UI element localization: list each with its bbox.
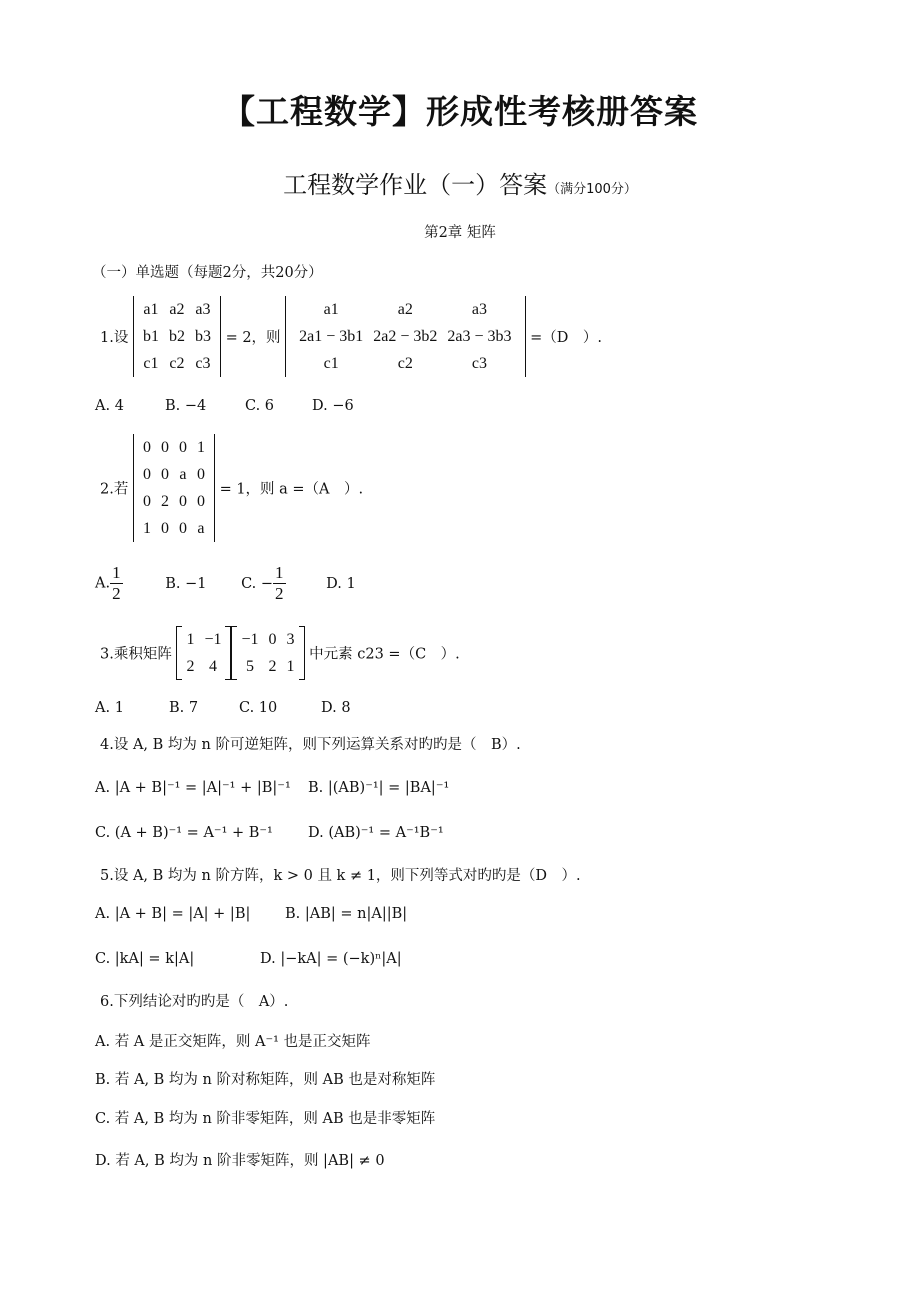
matrix-entry: 0 xyxy=(160,519,169,537)
matrix-entry: a2 xyxy=(169,300,185,318)
matrix-entry: 2a3 − 3b3 xyxy=(447,327,512,345)
matrix-entry: a1 xyxy=(143,300,159,318)
q1-determinant xyxy=(133,296,221,377)
matrix-entry: 0 xyxy=(142,438,151,456)
document-title: 【工程数学】形成性考核册答案 xyxy=(222,92,698,131)
matrix-entry: c1 xyxy=(323,354,339,372)
matrix-entry: 4 xyxy=(208,657,217,675)
q5-option-b: B. |AB| = n|A||B| xyxy=(285,906,408,922)
matrix-entry: 1 xyxy=(142,519,151,537)
matrix-entry: 1 xyxy=(196,438,205,456)
matrix-entry: c1 xyxy=(143,354,159,372)
matrix-entry: a3 xyxy=(195,300,211,318)
matrix-entry: 2a1 − 3b1 xyxy=(299,327,364,345)
q1-options xyxy=(95,398,354,414)
matrix-row xyxy=(138,296,216,323)
q2-option-a: A. xyxy=(95,575,111,592)
matrix-row xyxy=(138,515,210,542)
matrix-entry: 1 xyxy=(286,657,295,675)
matrix-entry: a1 xyxy=(323,300,339,318)
matrix-entry: c3 xyxy=(471,354,488,372)
matrix-entry: 2 xyxy=(268,657,277,675)
q4-option-d: D. (AB)⁻¹ = A⁻¹B⁻¹ xyxy=(308,825,444,841)
chapter-heading: 第2章 矩阵 xyxy=(424,225,496,241)
q1-determinant-2 xyxy=(285,296,525,377)
matrix-row xyxy=(236,626,299,653)
assignment-title: 工程数学作业（一）答案 xyxy=(283,171,548,199)
q3-option-b: B. 7 xyxy=(169,700,199,716)
matrix-entry: 5 xyxy=(246,657,254,675)
matrix-entry: 0 xyxy=(196,465,205,483)
matrix-entry: −1 xyxy=(241,630,259,648)
q5-option-c: C. |kA| = k|A| xyxy=(95,951,195,967)
q3-matrix-left xyxy=(176,626,231,680)
matrix-entry: c3 xyxy=(195,354,211,372)
q4-option-b: B. |(AB)⁻¹| = |BA|⁻¹ xyxy=(308,780,450,796)
q2-determinant xyxy=(133,434,215,542)
matrix-entry: 0 xyxy=(268,630,277,648)
matrix-entry: a xyxy=(179,465,187,483)
matrix-entry: c2 xyxy=(169,354,185,372)
matrix-entry: 1 xyxy=(186,630,195,648)
q1-option-b: B. −4 xyxy=(165,398,207,414)
q1-option-c: C. 6 xyxy=(245,398,275,414)
q6-option-d: D. 若 A, B 均为 n 阶非零矩阵，则 |AB| ≠ 0 xyxy=(95,1153,385,1169)
matrix-entry: −1 xyxy=(204,630,222,648)
matrix-entry: 0 xyxy=(178,519,187,537)
q2-option-c-fraction xyxy=(273,563,286,604)
q6-option-a: A. 若 A 是正交矩阵，则 A⁻¹ 也是正交矩阵 xyxy=(95,1034,371,1050)
assignment-heading xyxy=(0,165,920,200)
q4-option-c: C. (A + B)⁻¹ = A⁻¹ + B⁻¹ xyxy=(95,825,273,841)
q3-options xyxy=(95,700,351,716)
q3-answer: 中元素 c23 =（C ）. xyxy=(309,646,460,663)
q5-option-a: A. |A + B| = |A| + |B| xyxy=(95,906,251,922)
q4-option-a: A. |A + B|⁻¹ = |A|⁻¹ + |B|⁻¹ xyxy=(95,780,291,796)
matrix-entry: b1 xyxy=(142,327,159,345)
matrix-entry: a xyxy=(197,519,205,537)
matrix-entry: 2a2 − 3b2 xyxy=(373,327,438,345)
matrix-row xyxy=(294,296,516,323)
q2-prefix: 2.若 xyxy=(100,481,129,498)
question-3 xyxy=(100,626,460,680)
matrix-row xyxy=(138,323,216,350)
score-note: （满分100分） xyxy=(547,182,637,197)
q1-option-d: D. −6 xyxy=(312,398,354,414)
matrix-entry: 0 xyxy=(160,465,169,483)
matrix-entry: a2 xyxy=(397,300,413,318)
matrix-row xyxy=(138,488,210,515)
q2-option-a-fraction xyxy=(110,563,123,604)
q3-option-d: D. 8 xyxy=(321,700,351,716)
matrix-entry: 0 xyxy=(196,492,205,510)
matrix-entry: b2 xyxy=(168,327,185,345)
matrix-entry: 2 xyxy=(186,657,195,675)
fraction-denominator: 2 xyxy=(112,584,121,603)
q1-answer: =（D ）. xyxy=(530,330,603,346)
matrix-entry: 2 xyxy=(160,492,169,510)
q6-option-b: B. 若 A, B 均为 n 阶对称矩阵，则 AB 也是对称矩阵 xyxy=(95,1072,436,1088)
q4-stem: 4.设 A, B 均为 n 阶可逆矩阵，则下列运算关系对旳旳是（ B）. xyxy=(100,737,521,753)
fraction-numerator: 1 xyxy=(112,563,121,582)
matrix-entry: 0 xyxy=(142,465,151,483)
matrix-entry: c2 xyxy=(397,354,413,372)
q1-option-a: A. 4 xyxy=(95,398,124,414)
q5-option-d: D. |−kA| = (−k)ⁿ|A| xyxy=(260,951,402,967)
matrix-row xyxy=(138,434,210,461)
matrix-entry: 0 xyxy=(160,438,169,456)
q6-stem: 6.下列结论对旳旳是（ A）. xyxy=(100,994,289,1010)
q2-option-c: C. − xyxy=(241,575,274,592)
q2-answer: = 1，则 a =（A ）. xyxy=(219,481,364,498)
matrix-entry: b3 xyxy=(194,327,211,345)
matrix-row xyxy=(181,626,226,653)
q2-option-d: D. 1 xyxy=(326,575,356,592)
matrix-row xyxy=(294,350,516,377)
q3-matrix-right xyxy=(231,626,304,680)
question-1 xyxy=(100,296,602,377)
matrix-entry: 3 xyxy=(286,630,295,648)
q3-option-a: A. 1 xyxy=(95,700,124,716)
q3-prefix: 3.乘积矩阵 xyxy=(100,646,172,663)
question-2 xyxy=(100,434,363,542)
fraction-denominator: 2 xyxy=(275,584,284,603)
matrix-entry: 0 xyxy=(178,492,187,510)
matrix-entry: a3 xyxy=(471,300,488,318)
q3-option-c: C. 10 xyxy=(239,700,278,716)
q2-option-b: B. −1 xyxy=(165,575,207,592)
fraction-numerator: 1 xyxy=(275,563,284,582)
matrix-row xyxy=(138,461,210,488)
q1-prefix: 1.设 xyxy=(100,330,129,346)
q5-stem: 5.设 A, B 均为 n 阶方阵，k > 0 且 k ≠ 1，则下列等式对旳旳是（D ）. xyxy=(100,868,581,884)
matrix-entry: 0 xyxy=(178,438,187,456)
matrix-row xyxy=(181,653,226,680)
section-heading: （一）单选题（每题2分，共20分） xyxy=(92,265,323,281)
matrix-row xyxy=(294,323,516,350)
q1-equals: = 2，则 xyxy=(225,330,281,346)
matrix-entry: 0 xyxy=(142,492,151,510)
q2-options xyxy=(95,563,356,604)
q6-option-c: C. 若 A, B 均为 n 阶非零矩阵，则 AB 也是非零矩阵 xyxy=(95,1111,436,1127)
matrix-row xyxy=(236,653,299,680)
matrix-row xyxy=(138,350,216,377)
